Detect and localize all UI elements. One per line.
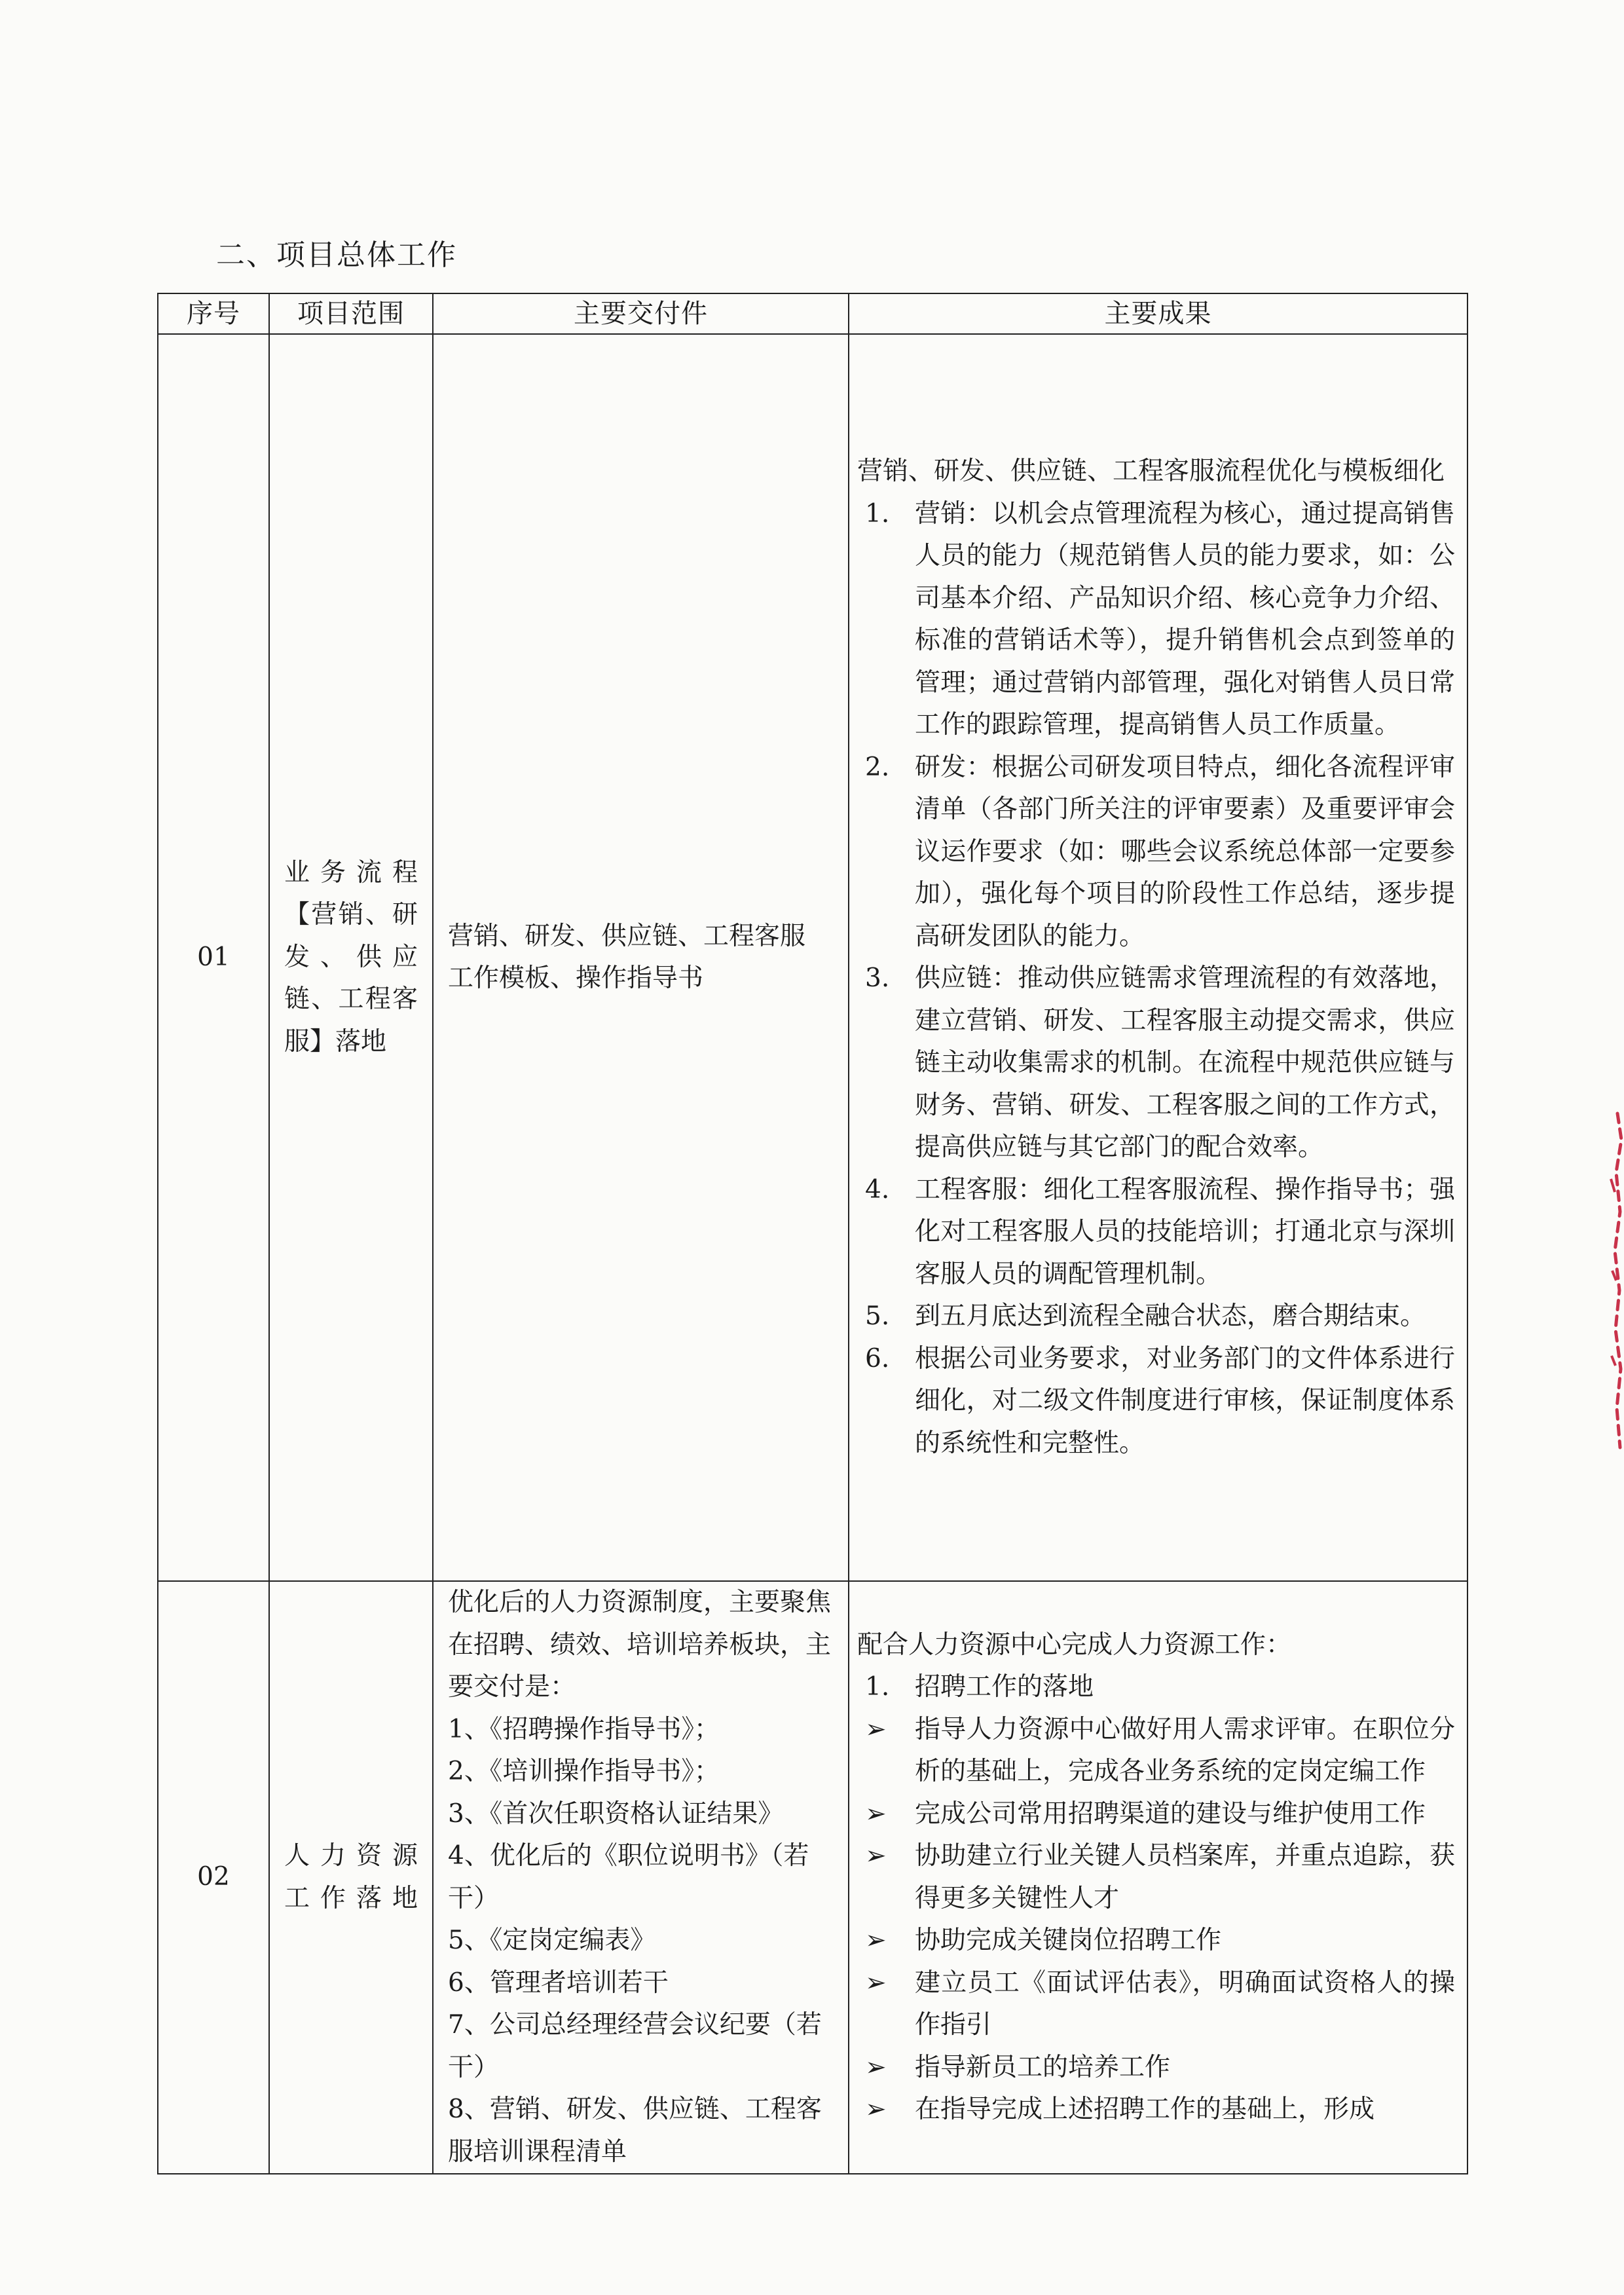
stamp-edge-mark [1598,1100,1624,1467]
bullet-arrow-icon: ➢ [865,2052,887,2082]
scope-line: 链、工程客 [284,984,418,1015]
bullet-arrow-icon: ➢ [865,2095,887,2124]
result-item [857,2047,1455,2089]
deliverable-line: 4、优化后的《职位说明书》（若干） [448,1841,809,1913]
result-item [857,1296,1455,1338]
row-seq: 02 [158,1581,269,2174]
result-item-text: 供应链：推动供应链需求管理流程的有效落地，建立营销、研发、工程客服主动提交需求，供应链主动收集需求的机制。在流程中规范供应链与财务、营销、研发、工程客服之间的工作方式，提高供应链与其它部门的配合效率。 [915,963,1455,1162]
result-item-text: 指导新员工的培养工作 [915,2052,1171,2082]
bullet-arrow-icon: ➢ [865,1968,887,1998]
result-item-text: 指导人力资源中心做好用人需求评审。在职位分析的基础上，完成各业务系统的定岗定编工作 [915,1714,1455,1786]
result-item [857,1709,1455,1793]
bullet-arrow-icon: ➢ [865,1799,887,1829]
row-scope [269,334,433,1581]
result-item [857,747,1455,958]
deliverable-line: 优化后的人力资源制度，主要聚焦在招聘、绩效、培训培养板块，主要交付是： [448,1588,832,1702]
result-item-text: 在指导完成上述招聘工作的基础上，形成 [915,2095,1375,2124]
deliverable-line: 营销、研发、供应链、工程客服 [448,921,806,951]
row-results [849,334,1467,1581]
list-marker: 3. [865,963,890,993]
list-marker: 2. [865,752,890,782]
header-seq: 序号 [158,293,269,334]
result-item-text: 根据公司业务要求，对业务部门的文件体系进行细化，对二级文件制度进行审核，保证制度体系的系统性和完整性。 [915,1343,1455,1458]
scope-line: 发、供应 [284,942,418,972]
result-item [857,1962,1455,2047]
result-item-text: 完成公司常用招聘渠道的建设与维护使用工作 [915,1799,1426,1829]
deliverable-line: 7、公司总经理经营会议纪要（若干） [448,2010,822,2082]
deliverable-line: 5、《定岗定编表》 [448,1926,656,1955]
result-item [857,1835,1455,1920]
list-marker: 4. [865,1174,890,1204]
bullet-arrow-icon: ➢ [865,1714,887,1744]
result-item-text: 协助建立行业关键人员档案库，并重点追踪，获得更多关键性人才 [915,1841,1455,1913]
list-marker: 1. [865,498,890,529]
result-item-text: 招聘工作的落地 [915,1672,1094,1702]
list-marker: 1. [865,1672,890,1702]
row-scope [269,1581,433,2174]
list-marker: 6. [865,1343,890,1373]
row-results [849,1581,1467,2174]
deliverable-line: 2、《培训操作指导书》； [448,1757,720,1786]
scope-line: 业务流程 [284,857,418,887]
bullet-arrow-icon: ➢ [865,1926,887,1955]
section-heading: 二、项目总体工作 [216,238,457,272]
result-item-text: 研发：根据公司研发项目特点，细化各流程评审清单（各部门所关注的评审要素）及重要评审会议运作要求（如：哪些会议系统总体部一定要参加），强化每个项目的阶段性工作总结，逐步提高研发团队的能力。 [915,752,1455,951]
result-item-text: 工程客服：细化工程客服流程、操作指导书；强化对工程客服人员的技能培训；打通北京与深圳客服人员的调配管理机制。 [915,1174,1455,1289]
scope-line: 服】落地 [284,1026,387,1056]
list-marker: 5. [865,1301,890,1331]
table-header-row [158,293,1467,334]
header-deliverables: 主要交付件 [433,293,849,334]
deliverable-line: 1、《招聘操作指导书》； [448,1714,720,1744]
deliverable-line: 3、《首次任职资格认证结果》 [448,1799,784,1829]
result-intro: 营销、研发、供应链、工程客服流程优化与模板细化 [857,457,1445,486]
scope-line: 【营销、研 [284,900,418,930]
result-item [857,2089,1455,2131]
deliverable-line: 工作模板、操作指导书 [448,963,704,993]
result-item-text: 营销：以机会点管理流程为核心，通过提高销售人员的能力（规范销售人员的能力要求，如：公司基本介绍、产品知识介绍、核心竞争力介绍、标准的营销话术等），提升销售机会点到签单的管理；通过营销内部管理，强化对销售人员日常工作的跟踪管理，提高销售人员工作质量。 [915,498,1455,739]
bullet-arrow-icon: ➢ [865,1841,887,1871]
result-item [857,1666,1455,1709]
result-item [857,1793,1455,1836]
header-results: 主要成果 [849,293,1467,334]
table-row [158,334,1467,1581]
row-deliverables [433,1581,849,2174]
scope-line: 人力资源 [284,1841,418,1871]
result-item [857,1920,1455,1962]
result-intro: 配合人力资源中心完成人力资源工作： [857,1630,1292,1660]
result-item-text: 协助完成关键岗位招聘工作 [915,1926,1222,1955]
project-work-table [157,293,1468,2174]
result-item [857,1169,1455,1296]
result-item-text: 到五月底达到流程全融合状态，磨合期结束。 [915,1301,1426,1331]
result-item [857,1338,1455,1465]
deliverable-line: 6、管理者培训若干 [448,1968,669,1998]
result-item-text: 建立员工《面试评估表》，明确面试资格人的操作指引 [915,1968,1455,2040]
result-item [857,493,1455,747]
table-row [158,1581,1467,2174]
row-seq: 01 [158,334,269,1581]
deliverable-line: 8、营销、研发、供应链、工程客服培训课程清单 [448,2095,822,2167]
header-scope: 项目范围 [269,293,433,334]
result-item [857,958,1455,1169]
scope-line: 工作落地 [284,1883,418,1913]
row-deliverables [433,334,849,1581]
